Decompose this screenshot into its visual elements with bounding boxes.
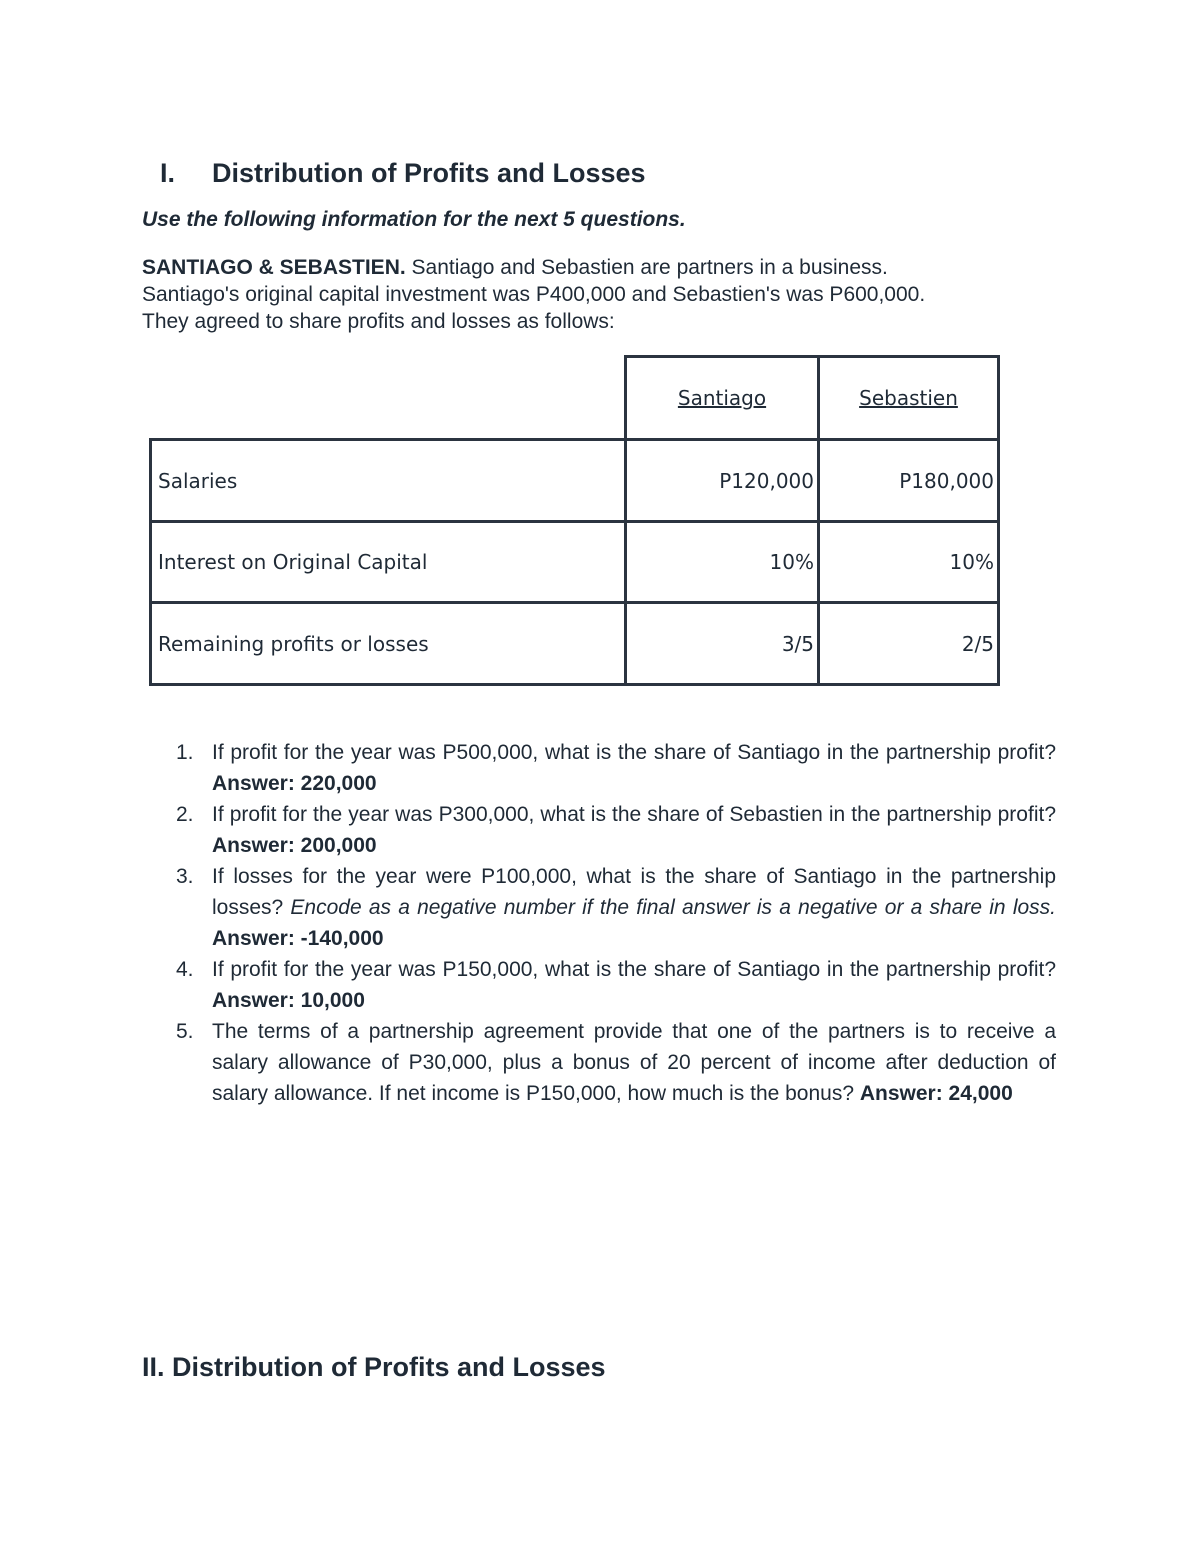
question-text: If profit for the year was P300,000, what is the share of Sebastien in the partnership profit? [212, 803, 1056, 826]
table-row-label: Remaining profits or losses [149, 601, 627, 686]
question-number: 1. [176, 741, 194, 764]
intro-line-2: Santiago's original capital investment was P400,000 and Sebastien's was P600,000. [142, 283, 926, 306]
question-number: 5. [176, 1020, 194, 1043]
section-title: Distribution of Profits and Losses [212, 158, 646, 188]
table-row-label: Interest on Original Capital [149, 520, 627, 604]
question-answer: Answer: 220,000 [212, 772, 377, 795]
intro-line-1: Santiago and Sebastien are partners in a business. [405, 256, 888, 279]
question-answer: Answer: -140,000 [212, 927, 384, 950]
question-number: 4. [176, 958, 194, 981]
table-header-santiago: Santiago [624, 355, 820, 441]
question-text: The terms of a partnership agreement provide that one of the partners is to receive a salary allowance of P30,000, plus a bonus of 20 percent of income after deduction of salary allowance. If net income is P150,000, how much is the bonus? [212, 1020, 1056, 1105]
list-item [170, 861, 1056, 954]
list-item [170, 954, 1056, 1016]
table-cell-sebastien: 10% [817, 520, 1000, 604]
question-number: 3. [176, 865, 194, 888]
list-item [170, 799, 1056, 861]
table-cell-sebastien: 2/5 [817, 601, 1000, 686]
list-item [170, 737, 1056, 799]
question-answer: Answer: 10,000 [212, 989, 365, 1012]
instruction-text: Use the following information for the next 5 questions. [142, 208, 686, 231]
list-item [170, 1016, 1056, 1109]
section-number: I. [160, 158, 176, 188]
question-text: If profit for the year was P500,000, what is the share of Santiago in the partnership profit? [212, 741, 1056, 764]
question-answer: Answer: 200,000 [212, 834, 377, 857]
question-list [170, 737, 1056, 1109]
question-number: 2. [176, 803, 194, 826]
table-row-label: Salaries [149, 438, 627, 523]
question-answer: Answer: 24,000 [859, 1082, 1013, 1105]
table-cell-santiago: P120,000 [624, 438, 820, 523]
question-text: If losses for the year were P100,000, what is the share of Santiago in the partnership losses? [212, 865, 1056, 919]
table-cell-santiago: 3/5 [624, 601, 820, 686]
intro-line-3: They agreed to share profits and losses as follows: [142, 310, 615, 333]
question-note: Encode as a negative number if the final answer is a negative or a share in loss. [290, 896, 1056, 919]
table-cell-sebastien: P180,000 [817, 438, 1000, 523]
intro-paragraph [142, 254, 1062, 335]
table-cell-santiago: 10% [624, 520, 820, 604]
question-text: If profit for the year was P150,000, what is the share of Santiago in the partnership profit? [212, 958, 1056, 981]
intro-lead: SANTIAGO & SEBASTIEN. [142, 256, 406, 279]
table-header-sebastien: Sebastien [817, 355, 1000, 441]
section-2-heading: II. Distribution of Profits and Losses [142, 1352, 606, 1382]
section-heading [160, 158, 646, 189]
